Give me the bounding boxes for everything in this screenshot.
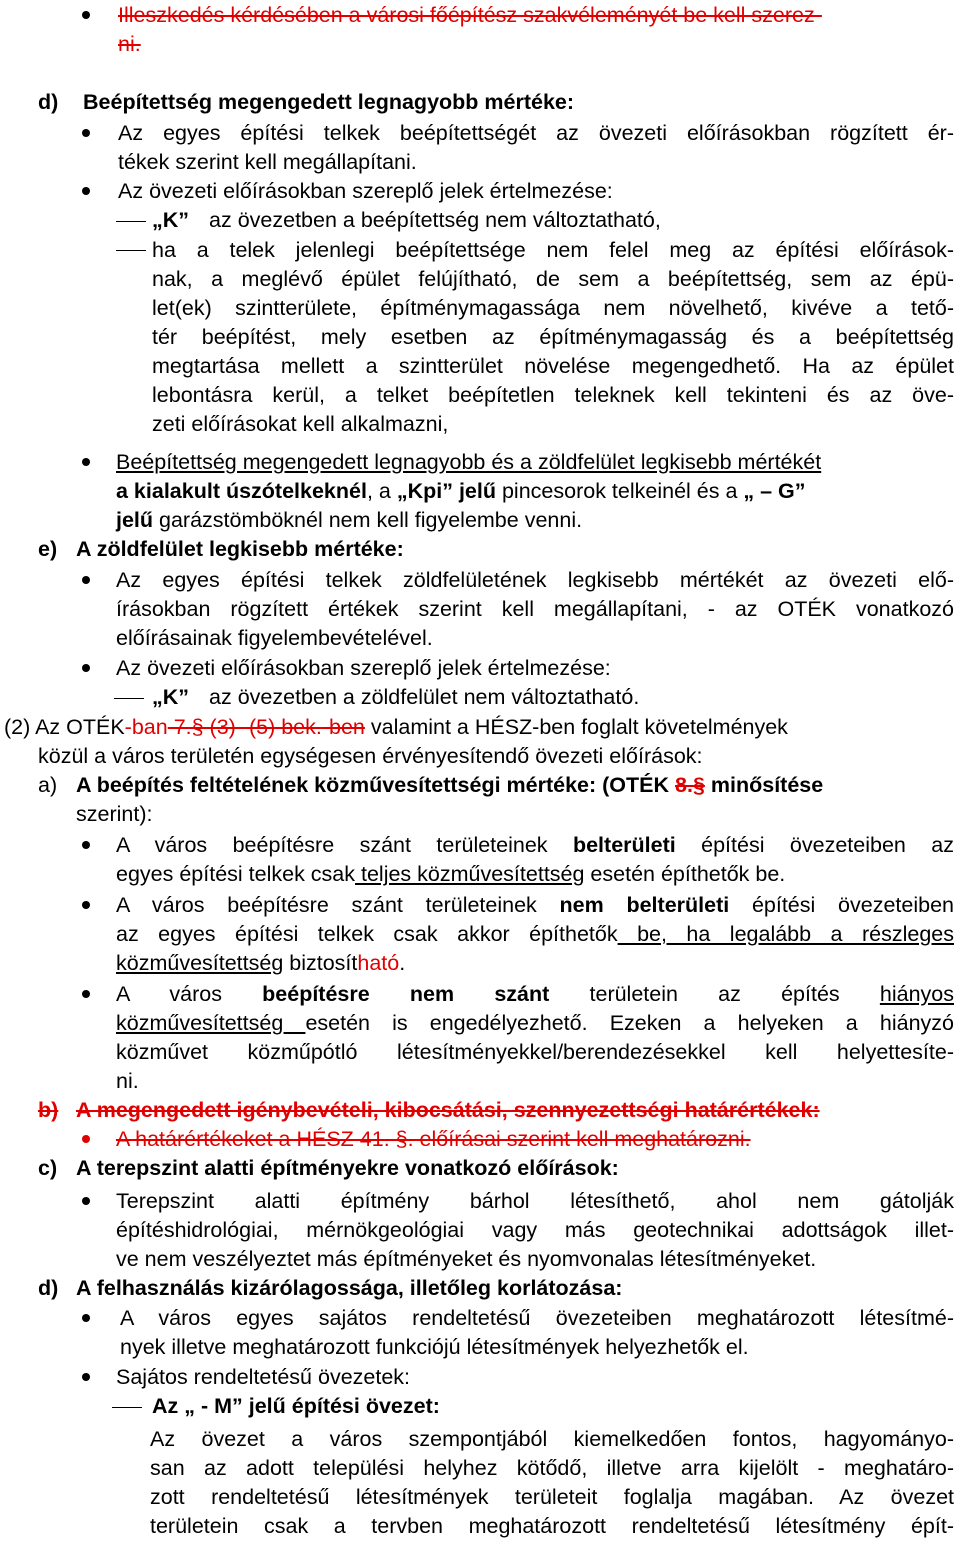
bullet-icon xyxy=(82,187,90,195)
underlined-text: részleges xyxy=(842,922,954,946)
deleted-text: 8.§ xyxy=(675,773,705,797)
text: garázstömböknél nem kell figyelembe venni. xyxy=(153,508,583,532)
bold-term: jelű xyxy=(116,508,154,532)
paragraph-line: zott rendeltetésű létesítmények területeit foglalja magában. Az övezet xyxy=(150,1485,954,1509)
underlined-text: hiányos xyxy=(879,982,954,1006)
paragraph-line: Az egyes építési telkek zöldfelületének legkisebb mértékét az övezeti elő- xyxy=(116,568,954,592)
text: biztosít xyxy=(283,951,358,975)
bold-term: beépítésre nem szánt xyxy=(262,982,550,1006)
section-heading: A felhasználás kizárólagossága, illetőleg korlátozása: xyxy=(76,1276,623,1300)
inserted-text: ható xyxy=(357,951,400,975)
paragraph-line: san az adott települési helyhez kötődő, illetve arra kijelölt - meghatáro- xyxy=(150,1456,954,1480)
paragraph-line xyxy=(116,1009,954,1038)
paragraph-line: Sajátos rendeltetésű övezetek: xyxy=(116,1365,411,1389)
section-marker: d) xyxy=(38,90,59,114)
code-description: az övezetben a beépítettség nem változtatható, xyxy=(209,208,661,232)
bullet-icon xyxy=(82,1373,90,1381)
text: esetén építhetők be. xyxy=(584,862,786,886)
paragraph-line: lebontásra kerül, a telket beépítetlen teleknek kell tekinteni és az öve- xyxy=(152,383,954,407)
bold-term: a kialakult úszótelkeknél xyxy=(116,479,367,503)
text: esetén is engedélyezhető. Ezeken a helyeken a hiányzó xyxy=(305,1011,955,1035)
paragraph-line: szerint): xyxy=(76,802,153,826)
bold-term: belterületi xyxy=(572,833,676,857)
paragraph-line xyxy=(116,891,954,920)
heading-text: minősítése xyxy=(704,773,824,797)
bullet-icon xyxy=(82,129,90,137)
paragraph-line xyxy=(116,477,806,506)
bullet-icon xyxy=(82,664,90,672)
paragraph-line: építéshidrológiai, mérnökgeológiai vagy más geotechnikai adottságok illet- xyxy=(116,1218,954,1242)
paragraph-line: ve nem veszélyeztet más építményeket és nyomvonalas létesítményeket. xyxy=(116,1247,817,1271)
deleted-section-heading: A megengedett igénybevételi, kibocsátási, szennyezettségi határértékek: xyxy=(76,1098,820,1122)
dash-icon xyxy=(114,698,144,699)
dash-icon xyxy=(112,1407,142,1408)
list-item xyxy=(152,683,639,712)
underlined-text: közművesítettség xyxy=(116,951,284,975)
text: A város beépítésre szánt területeinek xyxy=(116,833,573,857)
paragraph-line: Az övezeti előírásokban szereplő jelek értelmezése: xyxy=(118,179,613,203)
code-label: „K” xyxy=(152,208,190,232)
bullet-icon xyxy=(82,990,90,998)
text: pincesorok telkeinél és a xyxy=(496,479,744,503)
deleted-paragraph: ni. xyxy=(118,32,141,56)
paragraph-line xyxy=(4,713,788,742)
text: az egyes építési telkek csak akkor építhetők xyxy=(116,922,618,946)
deleted-text: -ben xyxy=(321,715,365,739)
bullet-icon xyxy=(82,576,90,584)
paragraph-line: ni. xyxy=(116,1069,139,1093)
paragraph-line: Az övezeti előírásokban szereplő jelek értelmezése: xyxy=(116,656,611,680)
paragraph-line: zeti előírásokat kell alkalmazni, xyxy=(152,412,449,436)
paragraph-line: közül a város területén egységesen érvényesítendő övezeti előírások: xyxy=(38,744,703,768)
deleted-paragraph: Illeszkedés kérdésében a városi főépítész szakvéleményét be kell szerez- xyxy=(118,3,822,27)
paragraph-line: nak, a meglévő épület felújítható, de sem a beépítettség, sem az épü- xyxy=(152,267,954,291)
text: , a xyxy=(366,479,397,503)
paragraph-line xyxy=(116,506,582,535)
paragraph-line: írásokban rögzített értékek szerint kell megállapítani, - az OTÉK vonatkozó xyxy=(116,597,954,621)
bullet-icon xyxy=(82,1197,90,1205)
bold-term: „Kpi” jelű xyxy=(396,479,496,503)
section-heading: A zöldfelület legkisebb mértéke: xyxy=(76,537,404,561)
paragraph-line xyxy=(116,920,954,949)
section-heading: Beépítettség megengedett legnagyobb mértéke: xyxy=(83,90,575,114)
paragraph-line: területein csak a tervben meghatározott rendeltetésű létesítmény épít- xyxy=(150,1514,954,1538)
paragraph-line: Beépítettség megengedett legnagyobb és a zöldfelület legkisebb mértékét xyxy=(116,450,822,474)
paragraph-line xyxy=(116,949,405,978)
bullet-icon xyxy=(82,901,90,909)
text: valamint a HÉSZ-ben foglalt követelmények xyxy=(364,715,788,739)
paragraph-line: előírásainak figyelembevételével. xyxy=(116,626,433,650)
paragraph-line xyxy=(116,831,954,860)
paragraph-line xyxy=(116,860,785,889)
deleted-text: 7.§ (3) -(5) bek. xyxy=(167,715,322,739)
underlined-text: teljes közművesítettség xyxy=(355,862,585,886)
bullet-icon xyxy=(82,11,90,19)
section-marker: a) xyxy=(38,773,58,797)
section-marker: b) xyxy=(38,1098,59,1122)
paragraph-line: Az egyes építési telkek beépítettségét az övezeti előírásokban rögzített ér- xyxy=(118,121,954,145)
text: A város xyxy=(116,982,263,1006)
dash-icon xyxy=(116,221,146,222)
paragraph-line: Az övezet a város szempontjából kiemelkedően fontos, hagyományo- xyxy=(150,1427,954,1451)
heading-text: A beépítés feltételének közművesítettségi mértéke: (OTÉK xyxy=(76,773,676,797)
code-description: az övezetben a zöldfelület nem változtatható. xyxy=(209,685,640,709)
subsection-heading: Az „ - M” jelű építési övezet: xyxy=(152,1394,440,1418)
section-heading: A terepszint alatti építményekre vonatkozó előírások: xyxy=(76,1156,619,1180)
section-heading xyxy=(76,771,823,800)
paragraph-line: tér beépítést, mely esetben az építménymagasság és a beépítettség xyxy=(152,325,954,349)
dash-icon xyxy=(116,250,146,251)
text: építési övezeteiben xyxy=(729,893,954,917)
text: A város beépítésre szánt területeinek xyxy=(116,893,560,917)
list-item xyxy=(152,206,661,235)
paragraph-line: tékek szerint kell megállapítani. xyxy=(118,150,417,174)
paragraph-line: ha a telek jelenlegi beépítettsége nem felel meg az építési előírások- xyxy=(152,238,954,262)
text: (2) Az OTÉK xyxy=(4,715,125,739)
deleted-paragraph: A határértékeket a HÉSZ 41. §. előírásai szerint kell meghatározni. xyxy=(116,1127,751,1151)
text: építési övezeteiben az xyxy=(675,833,954,857)
paragraph-line xyxy=(116,980,954,1009)
paragraph-line: nyek illetve meghatározott funkciójú létesítmények helyezhetők el. xyxy=(120,1335,749,1359)
text: . xyxy=(399,951,406,975)
paragraph-line: megtartása mellett a szintterület növelése megengedhető. Ha az épület xyxy=(152,354,954,378)
paragraph-line: Terepszint alatti építmény bárhol létesíthető, ahol nem gátolják xyxy=(116,1189,954,1213)
bullet-icon xyxy=(82,1314,90,1322)
bold-term: nem belterületi xyxy=(559,893,730,917)
bullet-icon xyxy=(82,458,90,466)
bold-term: „ – G” xyxy=(743,479,806,503)
underlined-text: be, ha legalább a xyxy=(617,922,843,946)
bullet-icon xyxy=(82,841,90,849)
section-marker: c) xyxy=(38,1156,58,1180)
underlined-text: közművesítettség xyxy=(116,1011,306,1035)
section-marker: d) xyxy=(38,1276,59,1300)
bullet-icon xyxy=(82,1135,90,1143)
inserted-text: -ban xyxy=(124,715,168,739)
text: területein az építés xyxy=(549,982,880,1006)
code-label: „K” xyxy=(152,685,190,709)
paragraph-line: let(ek) szintterülete, építménymagassága nem növelhető, kivéve a tető- xyxy=(152,296,954,320)
paragraph-line: A város egyes sajátos rendeltetésű övezeteiben meghatározott létesítmé- xyxy=(120,1306,954,1330)
section-marker: e) xyxy=(38,537,58,561)
paragraph-line: közművet közműpótló létesítményekkel/berendezésekkel kell helyettesíte- xyxy=(116,1040,954,1064)
text: egyes építési telkek csak xyxy=(116,862,356,886)
